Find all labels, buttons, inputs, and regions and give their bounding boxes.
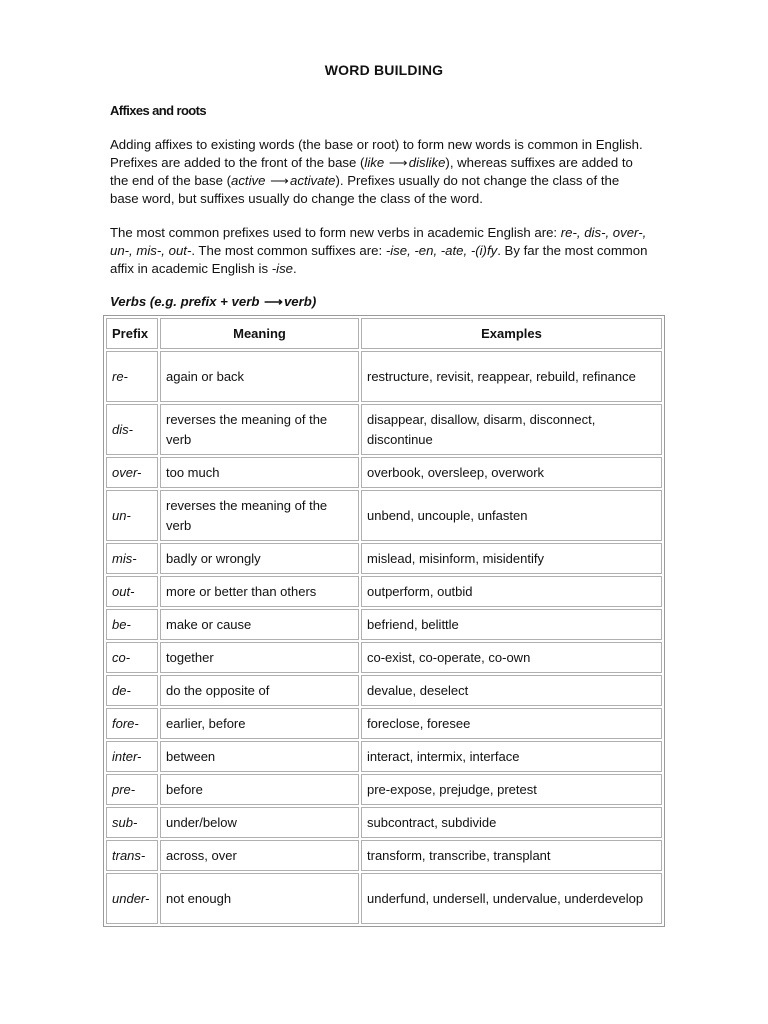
examples-cell: pre-expose, prejudge, pretest	[361, 774, 662, 805]
right-arrow-icon: ⟶	[264, 294, 283, 309]
examples-cell: befriend, belittle	[361, 609, 662, 640]
example-derived-dislike: dislike	[408, 155, 446, 170]
example-base-active: active	[230, 173, 266, 188]
intro-paragraph	[110, 136, 650, 208]
most-common-affix: -ise	[271, 261, 293, 276]
examples-cell: underfund, undersell, undervalue, underdevelop	[361, 873, 662, 924]
caption-text: Verbs (e.g. prefix + verb	[110, 294, 264, 309]
table-row	[106, 543, 662, 574]
common-affixes-paragraph	[110, 224, 650, 278]
examples-cell: foreclose, foresee	[361, 708, 662, 739]
prefix-cell: de-	[106, 675, 158, 706]
meaning-cell: under/below	[160, 807, 359, 838]
examples-cell: unbend, uncouple, unfasten	[361, 490, 662, 541]
table-row	[106, 708, 662, 739]
verb-prefix-table	[103, 315, 665, 927]
meaning-cell: again or back	[160, 351, 359, 402]
prefix-cell: out-	[106, 576, 158, 607]
prefix-cell: over-	[106, 457, 158, 488]
affix-text-3: . By far the most common affix in academic English is	[110, 243, 648, 276]
meaning-cell: not enough	[160, 873, 359, 924]
common-suffix-list: -ise, -en, -ate, -(i)fy	[385, 243, 498, 258]
intro-text-2: ), whereas suffixes are added to the end of the base (	[110, 155, 633, 188]
section-heading: Affixes and roots	[110, 103, 206, 118]
table-row	[106, 490, 662, 541]
examples-cell: mislead, misinform, misidentify	[361, 543, 662, 574]
meaning-cell: badly or wrongly	[160, 543, 359, 574]
table-row	[106, 840, 662, 871]
intro-text-3: ). Prefixes usually do not change the class of the base word, but suffixes usually do change the class of the word.	[110, 173, 620, 206]
prefix-cell: mis-	[106, 543, 158, 574]
prefix-cell: be-	[106, 609, 158, 640]
table-row	[106, 675, 662, 706]
affix-text-2: . The most common suffixes are:	[191, 243, 386, 258]
examples-cell: outperform, outbid	[361, 576, 662, 607]
meaning-cell: reverses the meaning of the verb	[160, 490, 359, 541]
prefix-cell: sub-	[106, 807, 158, 838]
header-examples: Examples	[361, 318, 662, 349]
table-caption	[110, 294, 316, 310]
table-row	[106, 807, 662, 838]
examples-cell: disappear, disallow, disarm, disconnect, discontinue	[361, 404, 662, 455]
meaning-cell: together	[160, 642, 359, 673]
table-row	[106, 351, 662, 402]
header-meaning: Meaning	[160, 318, 359, 349]
examples-cell: interact, intermix, interface	[361, 741, 662, 772]
meaning-cell: do the opposite of	[160, 675, 359, 706]
table-row	[106, 576, 662, 607]
examples-cell: co-exist, co-operate, co-own	[361, 642, 662, 673]
meaning-cell: more or better than others	[160, 576, 359, 607]
right-arrow-icon: ⟶	[270, 173, 290, 188]
table-row	[106, 873, 662, 924]
prefix-cell: pre-	[106, 774, 158, 805]
table-row	[106, 609, 662, 640]
meaning-cell: earlier, before	[160, 708, 359, 739]
prefix-cell: under-	[106, 873, 158, 924]
intro-text-1: Adding affixes to existing words (the base or root) to form new words is common in English. Prefixes are added to the front of the base (	[110, 137, 643, 170]
meaning-cell: too much	[160, 457, 359, 488]
affix-text-1: The most common prefixes used to form new verbs in academic English are:	[110, 225, 561, 240]
prefix-cell: dis-	[106, 404, 158, 455]
meaning-cell: across, over	[160, 840, 359, 871]
meaning-cell: between	[160, 741, 359, 772]
meaning-cell: make or cause	[160, 609, 359, 640]
examples-cell: transform, transcribe, transplant	[361, 840, 662, 871]
examples-cell: restructure, revisit, reappear, rebuild, refinance	[361, 351, 662, 402]
caption-text-end: verb)	[283, 294, 317, 309]
prefix-cell: fore-	[106, 708, 158, 739]
meaning-cell: reverses the meaning of the verb	[160, 404, 359, 455]
examples-cell: subcontract, subdivide	[361, 807, 662, 838]
table-header-row	[106, 318, 662, 349]
table-row	[106, 404, 662, 455]
common-prefix-list: re-, dis-, over-, un-, mis-, out-	[110, 225, 647, 258]
table-row	[106, 741, 662, 772]
examples-cell: overbook, oversleep, overwork	[361, 457, 662, 488]
example-derived-activate: activate	[290, 173, 336, 188]
affix-text-4: .	[293, 261, 297, 276]
prefix-cell: trans-	[106, 840, 158, 871]
prefix-cell: co-	[106, 642, 158, 673]
page-title: WORD BUILDING	[324, 62, 444, 78]
table-row	[106, 457, 662, 488]
examples-cell: devalue, deselect	[361, 675, 662, 706]
meaning-cell: before	[160, 774, 359, 805]
table-row	[106, 642, 662, 673]
right-arrow-icon: ⟶	[388, 155, 408, 170]
header-prefix: Prefix	[106, 318, 158, 349]
prefix-cell: inter-	[106, 741, 158, 772]
prefix-cell: un-	[106, 490, 158, 541]
table-row	[106, 774, 662, 805]
prefix-cell: re-	[106, 351, 158, 402]
example-base-like: like	[364, 155, 385, 170]
